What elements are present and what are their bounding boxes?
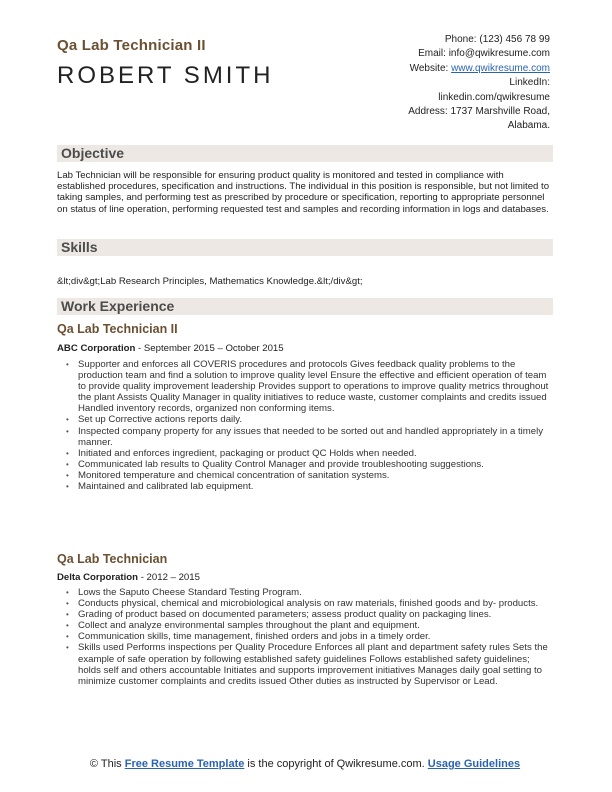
contact-email	[290, 47, 550, 61]
footer	[57, 757, 553, 771]
job-dates: - September 2015 – October 2015	[135, 343, 284, 354]
job-meta	[57, 572, 200, 583]
address-label: Address:	[408, 106, 448, 118]
experience-section-bar	[57, 298, 553, 315]
objective-text: Lab Technician will be responsible for ensuring product quality is monitored and tested in compliance with established procedures, specification and instructions. The individual in this position is responsible, but not limited to taking samples, and performing test as prescribed by procedure or specification, reporting to appropriate personnel on status of line operation, performing requested test and samples and recording information in logs and databases.	[57, 170, 550, 215]
website-label: Website:	[409, 62, 449, 74]
free-resume-template-link[interactable]: Free Resume Template	[124, 758, 245, 770]
duty-item: • Initiated and enforces ingredient, packaging or product QC Holds when needed.	[57, 448, 553, 459]
job-meta	[57, 343, 284, 354]
duty-item: • Lows the Saputo Cheese Standard Testing Program.	[57, 587, 553, 598]
duty-list	[57, 359, 553, 492]
experience-heading: Work Experience	[61, 298, 175, 314]
candidate-name: ROBERT SMITH	[57, 62, 274, 89]
company-name: Delta Corporation	[57, 572, 139, 583]
contact-block	[290, 33, 550, 134]
duty-item: • Set up Corrective actions reports daily.	[57, 414, 553, 425]
phone-label: Phone:	[444, 34, 477, 45]
duty-item: • Skills used Performs inspections per Quality Procedure Enforces all plant and department safety rules Sets the example of safe operation by following established safety guidelines Follows established safety guidelines; holds self and others accountable Initiates and supports improvement initiatives Manages daily goal setting to minimize customer complaints and credits issued Other duties as instructed by Supervisor or Lead.	[57, 642, 553, 686]
duty-item: • Communicated lab results to Quality Control Manager and provide troubleshooting suggestions.	[57, 459, 553, 470]
footer-prefix: © This	[89, 758, 125, 770]
objective-section-bar	[57, 145, 553, 162]
email-value: info@qwikresume.com	[448, 48, 550, 60]
duty-item: • Inspected company property for any issues that needed to be sorted out and handled appropriately in a timely manner.	[57, 426, 553, 448]
skills-section-bar	[57, 239, 553, 256]
duty-item: • Supporter and enforces all COVERIS procedures and protocols Gives feedback quality problems to the production team and find a solution to improve quality level Ensure the effective and efficient operation of team to provide quality improvement leadership Provides support to operations to improve quality metrics throughout the plant Assists Quality Manager in quality initiatives to reduce waste, customer complaints and credits issued Handled inventory records, organized non conforming items.	[57, 359, 553, 414]
contact-linkedin-label: LinkedIn:	[509, 77, 550, 89]
duty-item: • Grading of product based on documented parameters; assess product quality on packaging lines.	[57, 609, 553, 620]
skills-text: &lt;div&gt;Lab Research Principles, Mathematics Knowledge.&lt;/div&gt;	[57, 276, 363, 287]
contact-website	[290, 62, 550, 76]
contact-phone	[290, 33, 550, 47]
contact-address	[290, 105, 550, 119]
email-label: Email:	[418, 48, 446, 60]
duty-item: • Maintained and calibrated lab equipment.	[57, 481, 553, 492]
header-job-title: Qa Lab Technician II	[57, 37, 206, 54]
job-title: Qa Lab Technician	[57, 552, 168, 566]
company-name: ABC Corporation	[57, 343, 136, 354]
duty-list	[57, 587, 553, 687]
skills-heading: Skills	[61, 239, 98, 255]
duty-item: • Communication skills, time management, finished orders and jobs in a timely order.	[57, 631, 553, 642]
contact-linkedin-value: linkedin.com/qwikresume	[438, 91, 550, 103]
objective-heading: Objective	[61, 145, 125, 161]
job-dates: - 2012 – 2015	[138, 572, 200, 583]
duty-item: • Conducts physical, chemical and microbiological analysis on raw materials, finished goods and by- products.	[57, 598, 553, 609]
website-link[interactable]: www.qwikresume.com	[451, 62, 550, 74]
phone-value: (123) 456 78 99	[479, 34, 550, 45]
usage-guidelines-link[interactable]: Usage Guidelines	[427, 758, 521, 770]
job-title: Qa Lab Technician II	[57, 322, 178, 336]
contact-address-line2: Alabama.	[507, 120, 550, 132]
duty-item: • Collect and analyze environmental samples throughout the plant and equipment.	[57, 620, 553, 631]
duty-item: • Monitored temperature and chemical concentration of sanitation systems.	[57, 470, 553, 481]
footer-middle: is the copyright of Qwikresume.com.	[244, 758, 428, 770]
address-line1: 1737 Marshville Road,	[450, 106, 550, 118]
